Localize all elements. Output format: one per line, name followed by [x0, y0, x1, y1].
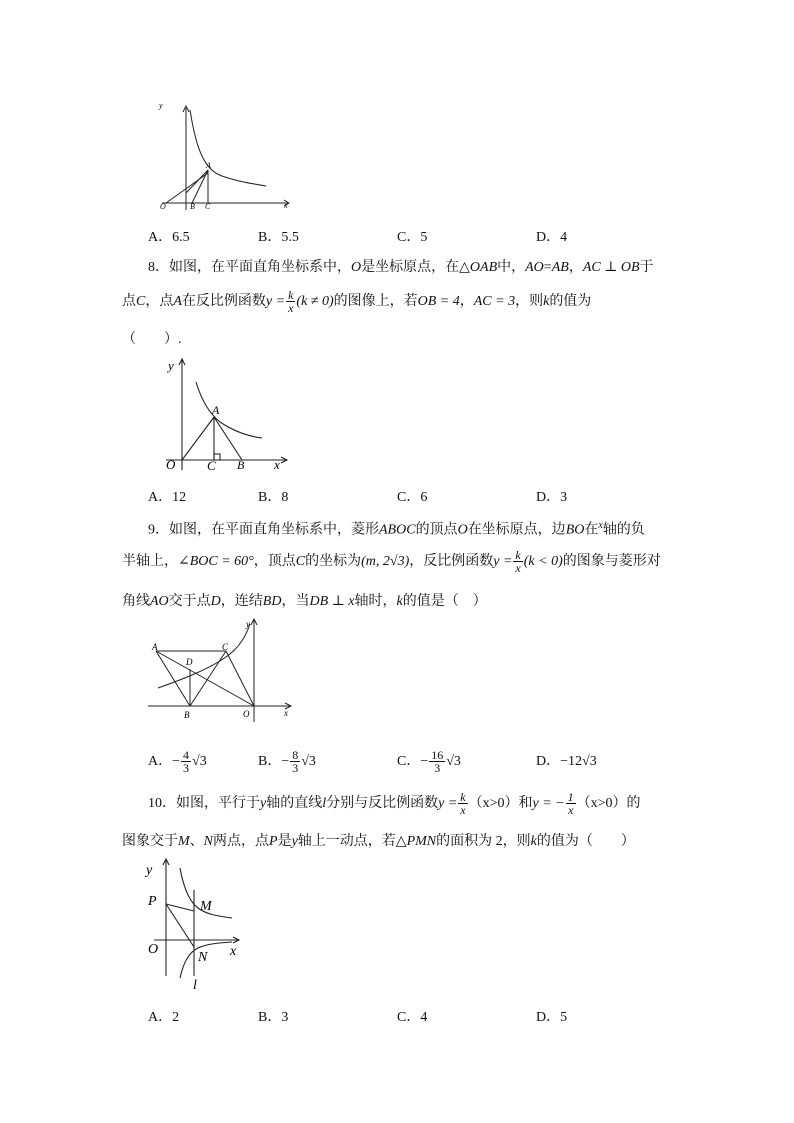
q9-stem-line2: 半轴上，∠BOC = 60°，顶点C的坐标为(m, 2√3)，反比例函数y = $\frac{k}{x}$ (k < 0)的图象与菱形对: [122, 548, 661, 576]
q8-stem-line2: 点C，点A在反比例函数y = $\frac{k}{x}$ (k ≠ 0)的图像上，若OB = 4，AC = 3，则k的值为: [122, 288, 592, 316]
q7-label-o: O: [160, 202, 166, 211]
q10-axis-x: x: [230, 944, 237, 959]
q7-label-b: B: [190, 202, 195, 211]
q8-axis-x: x: [274, 457, 280, 472]
q8-option-a[interactable]: A．12: [148, 490, 187, 505]
q8-label-b: B: [237, 458, 245, 472]
q8-figure: [160, 356, 292, 476]
q7-option-b[interactable]: B．5.5: [258, 230, 299, 245]
q8-stem-line1: 8．如图，在平面直角坐标系中，O是坐标原点，在△OAB中，AO=AB，AC ⊥ OB于: [148, 260, 654, 275]
q8-label-o: O: [166, 457, 176, 472]
q8-fraction: $\frac{k}{x}$: [288, 288, 294, 316]
q7-label-a: A: [206, 161, 211, 170]
q9-label-c: C: [222, 642, 229, 652]
q10-fraction-2: $\frac{1}{x}$: [567, 790, 574, 818]
q10-label-m: M: [200, 899, 212, 914]
q10-stem-line1: 10．如图，平行于y轴的直线l分别与反比例函数y = $\frac{k}{x}$ （x>0）和y = − $\frac{1}{x}$ （x>0）的: [148, 790, 641, 818]
q10-option-b[interactable]: B．3: [258, 1010, 289, 1025]
q8-stem-line3: （ ）.: [122, 332, 182, 347]
q7-option-d[interactable]: D．4: [536, 230, 568, 245]
q10-axis-y: y: [146, 863, 153, 878]
q10-option-a[interactable]: A．2: [148, 1010, 180, 1025]
q9-option-d[interactable]: D．−12√3: [536, 754, 597, 769]
q10-stem-line2: 图象交于M、N两点，点P是y轴上一动点，若△PMN的面积为 2，则k的值为（ ）: [122, 834, 635, 849]
q9-option-a[interactable]: A．− $\frac{4}{3}$ √3: [148, 748, 207, 776]
q8-label-a: A: [212, 403, 220, 417]
q9-stem-line3: 角线AO交于点D，连结BD，当DB ⊥ x轴时，k的值是（ ）: [122, 594, 487, 609]
q10-option-d[interactable]: D．5: [536, 1010, 568, 1025]
q10-figure: [140, 856, 250, 992]
q7-option-a[interactable]: A．6.5: [148, 230, 190, 245]
q9-option-b[interactable]: B．− $\frac{8}{3}$ √3: [258, 748, 316, 776]
q7-option-c[interactable]: C．5: [397, 230, 428, 245]
q8-label-c: C: [207, 458, 216, 473]
q7-axis-x: x: [284, 201, 288, 210]
q9-label-o: O: [243, 709, 250, 719]
q8-axis-y: y: [168, 358, 174, 373]
q8-option-b[interactable]: B．8: [258, 490, 289, 505]
q8-option-c[interactable]: C．6: [397, 490, 428, 505]
q7-axis-y: y: [159, 101, 163, 110]
q9-stem-line1: 9．如图，在平面直角坐标系中，菱形ABOC的顶点O在坐标原点，边BO在$^x$轴的负: [148, 520, 645, 538]
q9-figure: [146, 616, 296, 724]
q9-label-b: B: [184, 710, 190, 720]
q9-option-c[interactable]: C．− $\frac{16}{3}$ √3: [397, 748, 461, 776]
q10-label-o: O: [148, 942, 159, 957]
q9-axis-x: x: [284, 708, 288, 718]
q8-option-d[interactable]: D．3: [536, 490, 568, 505]
q10-label-l: l: [193, 978, 197, 992]
q7-figure: [148, 98, 296, 216]
q10-label-n: N: [198, 950, 208, 965]
q9-label-a: A: [152, 642, 158, 652]
q10-label-p: P: [148, 894, 157, 909]
q7-label-c: C: [205, 202, 211, 211]
q9-fraction: $\frac{k}{x}$: [515, 548, 521, 576]
q9-axis-y: y: [246, 619, 250, 629]
q10-option-c[interactable]: C．4: [397, 1010, 428, 1025]
q9-label-d: D: [186, 657, 193, 667]
q10-fraction-1: $\frac{k}{x}$: [460, 790, 466, 818]
